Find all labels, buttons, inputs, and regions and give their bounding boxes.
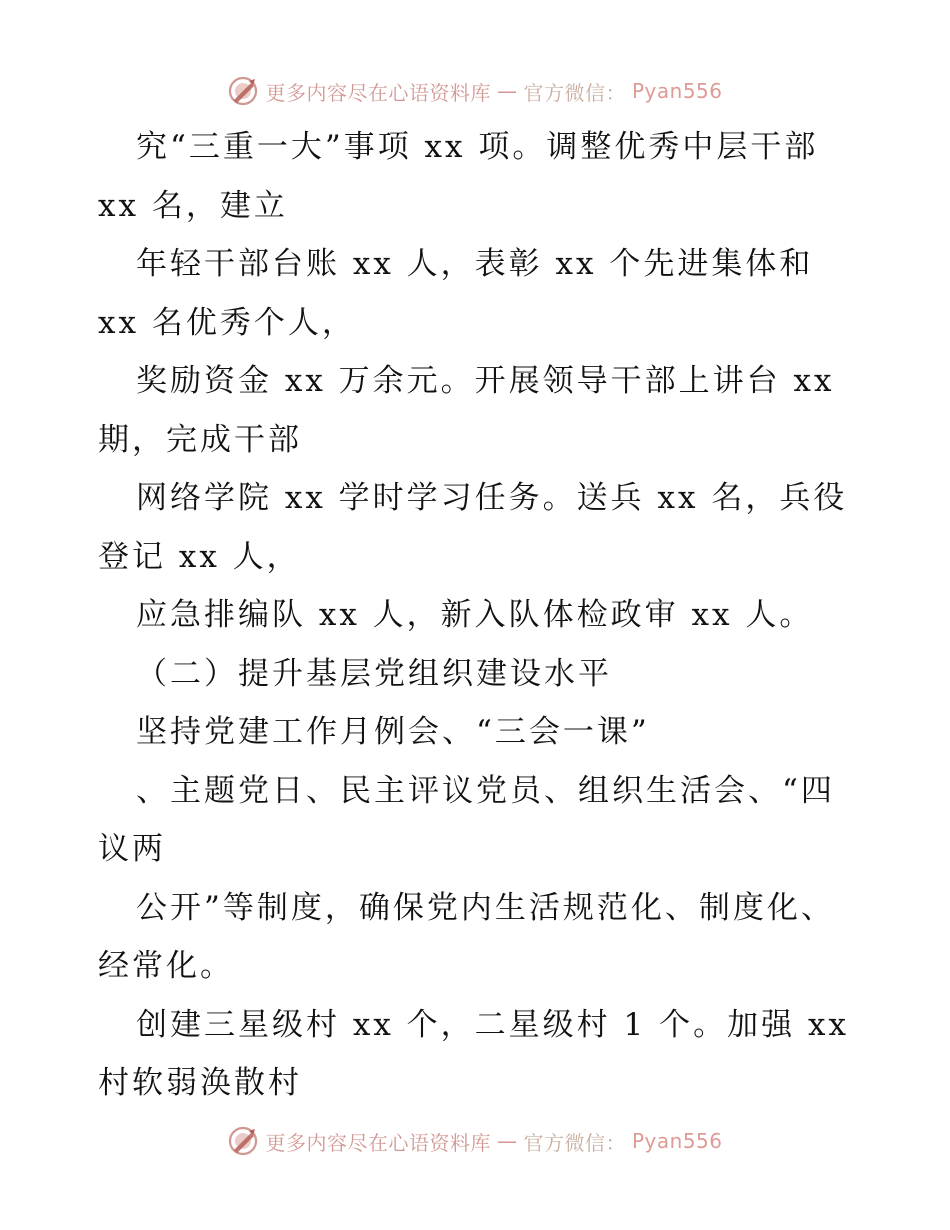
text-line: 奖励资金 xx 万余元。开展领导干部上讲台 xx [136, 363, 835, 399]
text-line: 应急排编队 xx 人，新入队体检政审 xx 人。 [136, 597, 814, 633]
watermark-dash: — [496, 79, 518, 103]
text-line: 创建三星级村 xx 个，二星级村 1 个。加强 xx [136, 1006, 849, 1043]
text-line: 期，完成干部 [98, 421, 302, 458]
watermark-site-text: 更多内容尽在心语资料库 [265, 80, 491, 105]
text-line: xx 名优秀个人， [98, 304, 356, 341]
watermark-official-label: 官方微信： [523, 1130, 626, 1155]
document-body [98, 118, 858, 1113]
watermark-site-text: 更多内容尽在心语资料库 [265, 1130, 491, 1155]
text-line: 网络学院 xx 学时学习任务。送兵 xx 名，兵役 [136, 480, 848, 516]
watermark-wechat-id: Pyan556 [631, 79, 723, 103]
section-heading: （二）提升基层党组织建设水平 [136, 655, 612, 692]
text-line: 登记 xx 人， [98, 538, 301, 575]
text-line: 坚持党建工作月例会、“三会一课” [136, 714, 650, 750]
text-line: 究“三重一大”事项 xx 项。调整优秀中层干部 [136, 129, 819, 165]
quill-pen-circle-icon [227, 1125, 259, 1157]
text-line: 公开”等制度，确保党内生活规范化、制度化、 [136, 889, 835, 926]
header-watermark [0, 74, 950, 108]
text-line: 年轻干部台账 xx 人，表彰 xx 个先进集体和 [136, 246, 814, 282]
watermark-dash: — [496, 1129, 518, 1153]
watermark-wechat-id: Pyan556 [631, 1129, 723, 1153]
text-line: 经常化。 [98, 948, 234, 984]
quill-pen-circle-icon [227, 75, 259, 107]
text-line: 议两 [98, 831, 166, 867]
text-line: 、主题党日、民主评议党员、组织生活会、“四 [136, 772, 835, 809]
text-line: 村软弱涣散村 [98, 1065, 302, 1101]
footer-watermark [0, 1124, 950, 1158]
text-line: xx 名，建立 [98, 187, 288, 224]
watermark-official-label: 官方微信： [523, 80, 626, 105]
